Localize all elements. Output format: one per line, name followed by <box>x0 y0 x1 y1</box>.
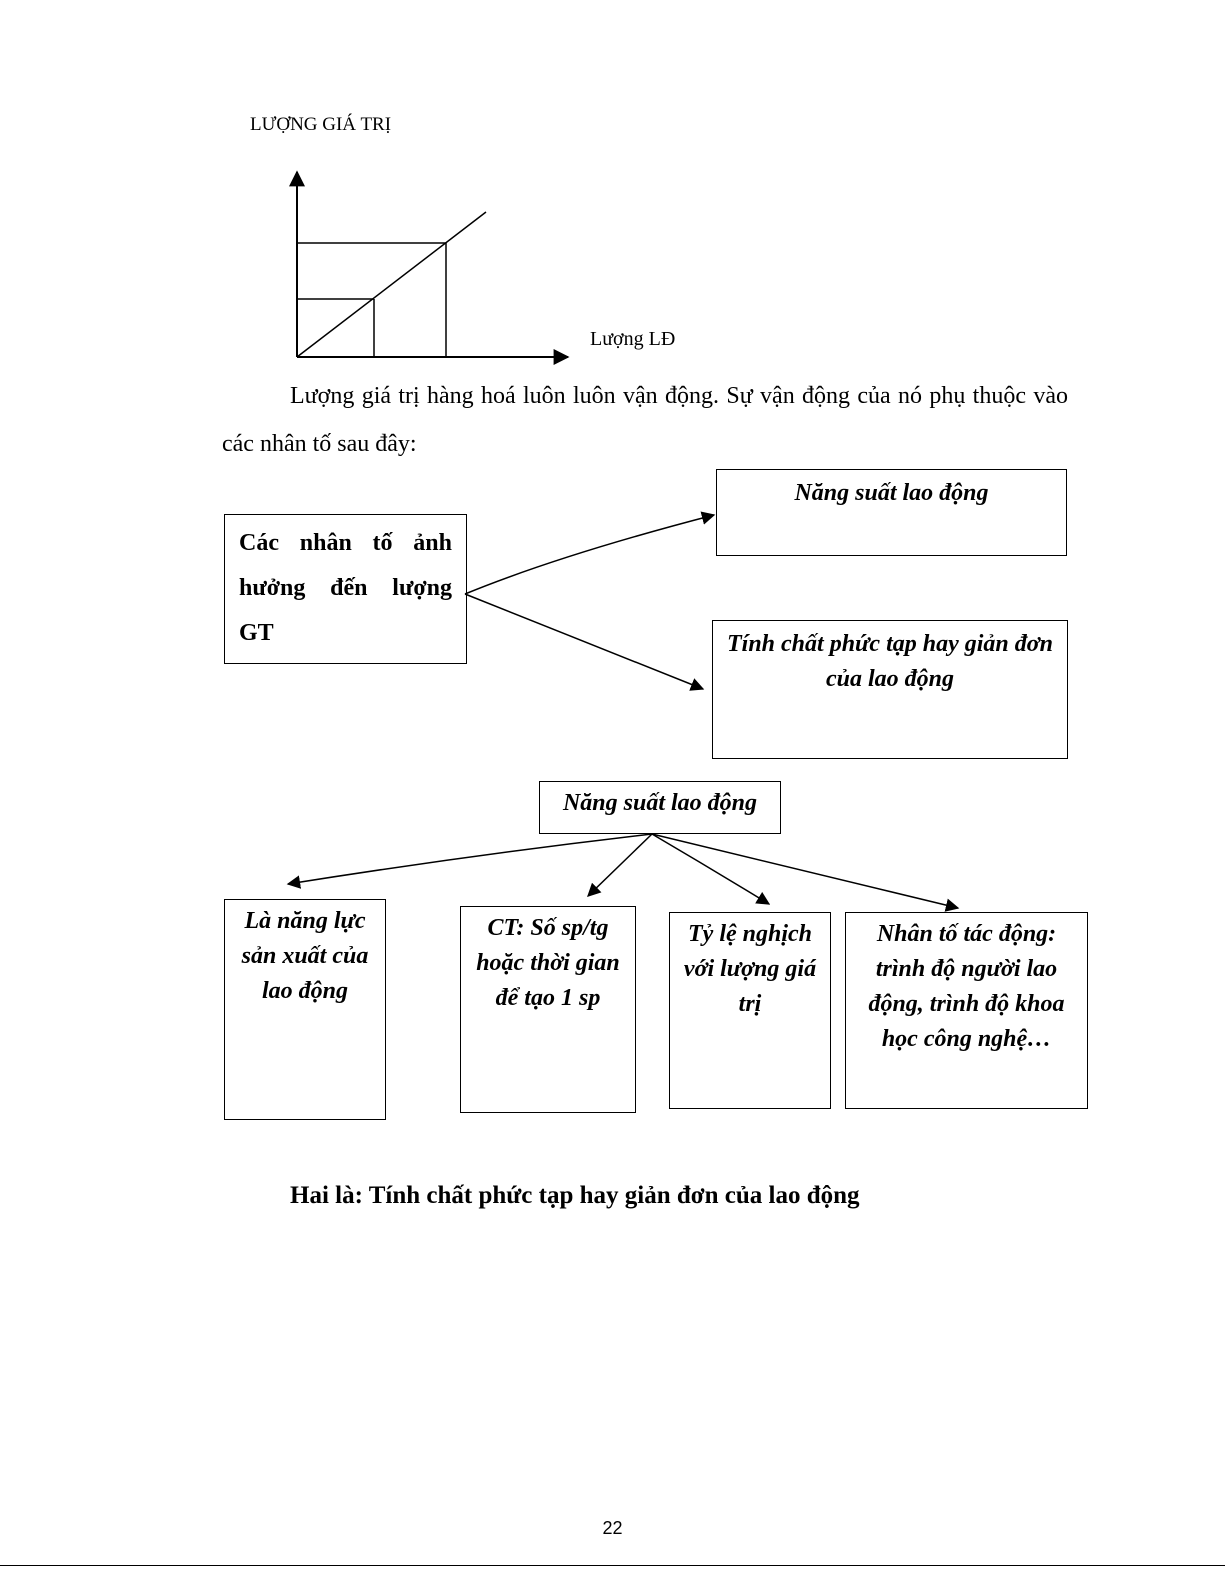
arrow-to-child-2 <box>588 834 652 896</box>
section-heading: Hai là: Tính chất phức tạp hay giản đơn của lao động <box>290 1182 860 1209</box>
footer-rule <box>0 1565 1225 1566</box>
y-axis-label: LƯỢNG GIÁ TRỊ <box>250 114 392 135</box>
arrow-to-child-1 <box>288 834 652 884</box>
productivity-root-text: Năng suất lao động <box>562 790 758 816</box>
child-box-2 <box>460 906 636 1113</box>
child-box-3 <box>669 912 831 1109</box>
arrow-to-child-3 <box>652 834 769 904</box>
child-text-3: Tỷ lệ nghịch với lượng giá trị <box>683 921 817 1017</box>
x-axis-label: Lượng LĐ <box>590 328 676 350</box>
arrow-to-child-4 <box>652 834 958 908</box>
page-number: 22 <box>602 1518 623 1538</box>
child-box-4 <box>845 912 1088 1109</box>
factors-source-text: Các nhân tố ảnh hưởng đến lượng GT <box>239 530 452 646</box>
child-text-1: Là năng lực sản xuất của lao động <box>241 908 369 1004</box>
productivity-root-box <box>539 781 781 834</box>
intro-paragraph: Lượng giá trị hàng hoá luôn luôn vận động. Sự vận động của nó phụ thuộc vào các nhân tố sau đây: <box>222 383 1068 457</box>
factor-complexity-text: Tính chất phức tạp hay giản đơn của lao động <box>727 631 1053 692</box>
factor-productivity-text: Năng suất lao động <box>794 480 989 506</box>
child-text-2: CT: Số sp/tg hoặc thời gian để tạo 1 sp <box>476 915 620 1011</box>
child-text-4: Nhân tố tác động: trình độ người lao động, trình độ khoa học công nghệ… <box>868 921 1065 1052</box>
child-box-1 <box>224 899 386 1120</box>
